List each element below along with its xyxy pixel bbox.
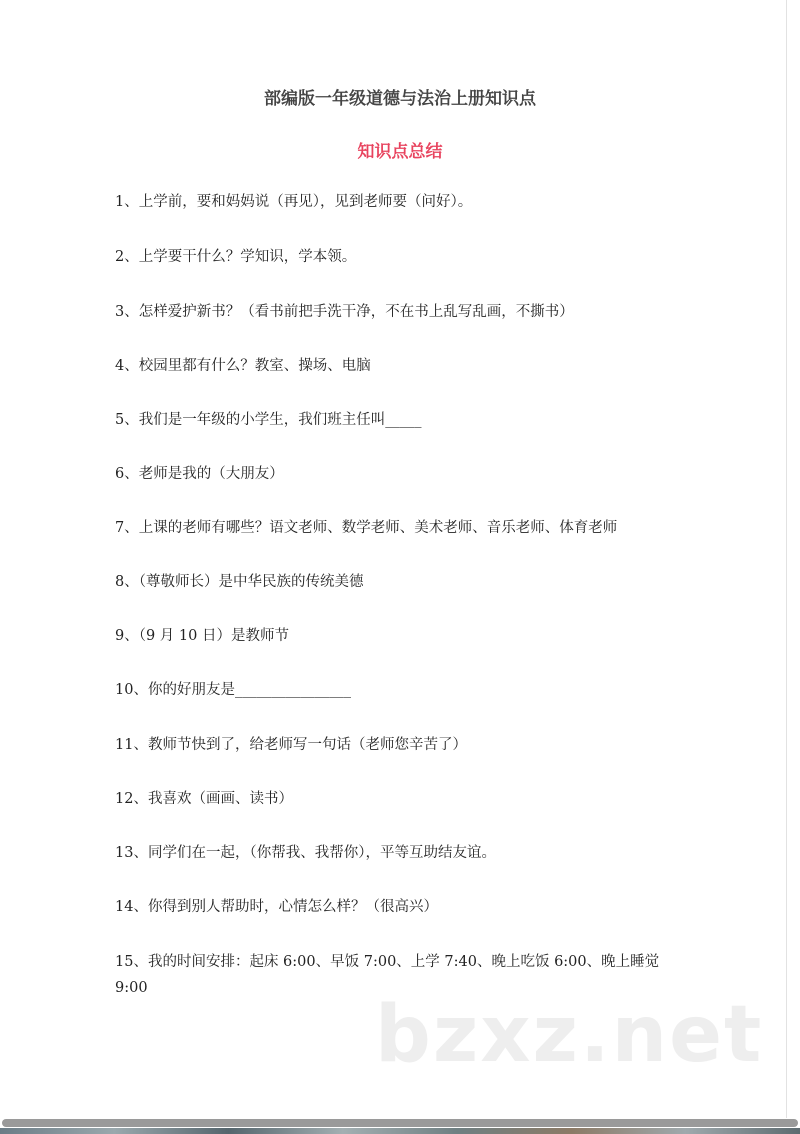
watermark: bzxz.net [375, 990, 764, 1080]
list-item: 3、怎样爱护新书？（看书前把手洗干净，不在书上乱写乱画，不撕书） [115, 304, 574, 320]
list-item: 15、我的时间安排：起床 6:00、早饭 7:00、上学 7:40、晚上吃饭 6:00、晚上睡觉 9:00 [115, 954, 660, 996]
list-item: 2、上学要干什么？学知识，学本领。 [115, 249, 357, 265]
list-item: 4、校园里都有什么？教室、操场、电脑 [115, 358, 371, 374]
list-item: 1、上学前，要和妈妈说（再见），见到老师要（问好）。 [115, 194, 473, 210]
horizontal-scrollbar[interactable] [2, 1119, 798, 1127]
background-image-strip [0, 1128, 800, 1134]
list-item: 11、教师节快到了，给老师写一句话（老师您辛苦了） [115, 737, 467, 753]
list-item: 14、你得到别人帮助时，心情怎么样？（很高兴） [115, 899, 438, 915]
list-item: 8、（尊敬师长）是中华民族的传统美德 [115, 574, 364, 590]
list-item: 12、我喜欢（画画、读书） [115, 791, 293, 807]
list-item: 6、老师是我的（大朋友） [115, 466, 284, 482]
list-item: 7、上课的老师有哪些？语文老师、数学老师、美术老师、音乐老师、体育老师 [115, 520, 618, 536]
list-item: 13、同学们在一起，（你帮我、我帮你），平等互助结友谊。 [115, 845, 496, 861]
list-item: 5、我们是一年级的小学生，我们班主任叫_____ [115, 412, 422, 428]
document-title: 部编版一年级道德与法治上册知识点 [264, 89, 536, 109]
list-item: 9、（9 月 10 日）是教师节 [115, 628, 289, 644]
section-heading: 知识点总结 [357, 142, 443, 162]
list-item: 10、你的好朋友是________________ [115, 682, 351, 698]
